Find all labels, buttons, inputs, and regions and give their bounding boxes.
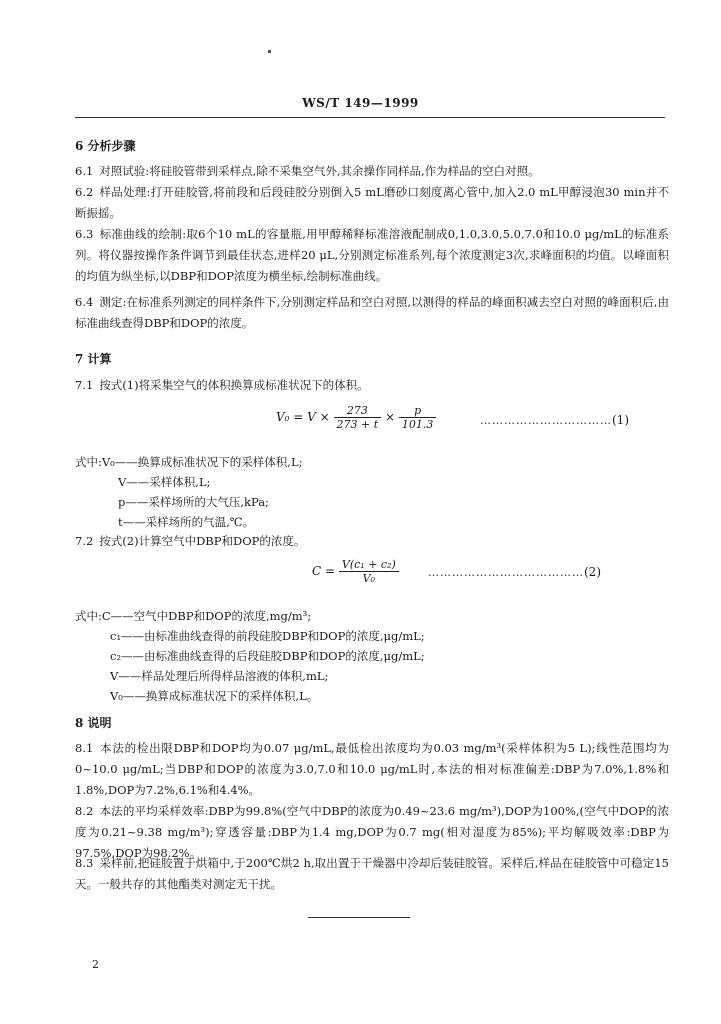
section-6-title: 6 分析步骤 bbox=[75, 139, 136, 153]
paragraph-number: 7.2 bbox=[75, 534, 94, 548]
scan-dot bbox=[268, 50, 271, 53]
paragraph-number: 6.1 bbox=[75, 164, 94, 178]
equation-number: (1) bbox=[612, 413, 629, 427]
times-sign: × bbox=[385, 410, 396, 424]
fraction-pressure bbox=[399, 404, 437, 431]
paragraph-text: 对照试验:将硅胶管带到采样点,除不采集空气外,其余操作同样品,作为样品的空白对照。 bbox=[99, 164, 540, 178]
paragraph-6-1 bbox=[75, 161, 669, 182]
fraction-numerator: p bbox=[399, 404, 437, 418]
paragraph-text: 本法的检出限DBP和DOP均为0.07 μg/mL,最低检出浓度均为0.03 mg/m³(采样体积为5 L);线性范围均为0~10.0 μg/mL;当DBP和DOP的浓度为3.0,7.0和10.0 μg/mL时,本法的相对标准偏差:DBP为7.0%,1.8%和1.8%,DOP为7.2%,6.1%和4.4%。 bbox=[75, 741, 669, 797]
paragraph-text: 本法的平均采样效率:DBP为99.8%(空气中DBP的浓度为0.49~23.6 mg/m³),DOP为100%,(空气中DOP的浓度为0.21~9.38 mg/m³);穿透容量:DBP为1.4 mg,DOP为0.7 mg(相对湿度为85%);平均解吸效率:DBP为97.5%,DOP为98.2%。 bbox=[75, 804, 669, 860]
paragraph-6-4 bbox=[75, 292, 669, 334]
eq1-var-v0: 式中:V₀——换算成标准状况下的采样体积,L; bbox=[75, 455, 303, 469]
paragraph-text: 样品处理:打开硅胶管,将前段和后段硅胶分别倒入5 mL磨砂口刻度离心管中,加入2.0 mL甲醇浸泡30 min并不断振摇。 bbox=[75, 185, 669, 220]
equation-2 bbox=[312, 558, 399, 585]
eq2-var-c2: c₂——由标准曲线查得的后段硅胶DBP和DOP的浓度,μg/mL; bbox=[110, 649, 425, 663]
paragraph-8-3 bbox=[75, 853, 669, 895]
paragraph-text: 按式(1)将采集空气的体积换算成标准状况下的体积。 bbox=[99, 378, 369, 392]
paragraph-text: 测定:在标准系列测定的同样条件下,分别测定样品和空白对照,以测得的样品的峰面积减去空白对照的峰面积后,由标准曲线查得DBP和DOP的浓度。 bbox=[75, 295, 669, 330]
paragraph-number: 8.3 bbox=[75, 856, 94, 870]
eq2-var-v: V——样品处理后所得样品溶液的体积,mL; bbox=[110, 669, 329, 683]
header-divider bbox=[75, 117, 665, 118]
paragraph-7-2 bbox=[75, 531, 669, 552]
equation-number: (2) bbox=[584, 565, 601, 579]
equation-1 bbox=[276, 404, 436, 431]
paragraph-7-1 bbox=[75, 375, 669, 396]
fraction-denominator: V₀ bbox=[362, 572, 376, 585]
paragraph-8-1 bbox=[75, 738, 669, 801]
fraction-denominator: 273 + t bbox=[336, 418, 379, 431]
leader-dots: …………………………… bbox=[480, 414, 612, 427]
fraction-numerator: 273 bbox=[334, 404, 382, 418]
paragraph-number: 8.1 bbox=[75, 741, 94, 755]
fraction-denominator: 101.3 bbox=[401, 418, 434, 431]
fraction-numerator: V(c₁ + c₂) bbox=[339, 558, 399, 572]
paragraph-text: 标准曲线的绘制:取6个10 mL的容量瓶,用甲醇稀释标准溶液配制成0,1.0,3.0,5.0,7.0和10.0 μg/mL的标准系列。将仪器按操作条件调节到最佳状态,进样20 μL,分别测定标准系列,每个浓度测定3次,求峰面积的均值。以峰面积的均值为纵坐标,以DBP和DOP浓度为横坐标,绘制标准曲线。 bbox=[75, 227, 669, 283]
paragraph-number: 6.3 bbox=[75, 227, 94, 241]
paragraph-6-2 bbox=[75, 182, 669, 224]
section-8-title: 8 说明 bbox=[75, 716, 112, 730]
paragraph-text: 采样前,把硅胶置于烘箱中,于200℃烘2 h,取出置于干燥器中冷却后装硅胶管。采样后,样品在硅胶管中可稳定15天。一般共存的其他酯类对测定无干扰。 bbox=[75, 856, 669, 891]
equation-lhs: V₀ = V × bbox=[276, 410, 330, 424]
fraction-concentration bbox=[339, 558, 399, 585]
eq1-var-p: p——采样场所的大气压,kPa; bbox=[118, 495, 269, 509]
section-7-title: 7 计算 bbox=[75, 352, 112, 366]
eq2-var-c: 式中:C——空气中DBP和DOP的浓度,mg/m³; bbox=[75, 609, 312, 623]
paragraph-number: 8.2 bbox=[75, 804, 94, 818]
end-divider bbox=[308, 917, 410, 918]
paragraph-number: 6.2 bbox=[75, 185, 94, 199]
equation-1-number bbox=[480, 413, 629, 427]
equation-lhs: C = bbox=[312, 564, 336, 578]
paragraph-6-3 bbox=[75, 224, 669, 287]
standard-code-header: WS/T 149—1999 bbox=[302, 96, 419, 110]
paragraph-number: 6.4 bbox=[75, 295, 94, 309]
paragraph-text: 按式(2)计算空气中DBP和DOP的浓度。 bbox=[99, 534, 306, 548]
eq2-var-v0: V₀——换算成标准状况下的采样体积,L。 bbox=[110, 689, 319, 703]
leader-dots: ………………………………… bbox=[428, 566, 584, 579]
fraction-273 bbox=[334, 404, 382, 431]
paragraph-number: 7.1 bbox=[75, 378, 94, 392]
eq1-var-t: t——采样场所的气温,℃。 bbox=[118, 515, 255, 529]
page-number: 2 bbox=[92, 958, 99, 971]
eq2-var-c1: c₁——由标准曲线查得的前段硅胶DBP和DOP的浓度,μg/mL; bbox=[110, 629, 425, 643]
eq1-var-v: V——采样体积,L; bbox=[118, 475, 211, 489]
equation-2-number bbox=[428, 565, 601, 579]
